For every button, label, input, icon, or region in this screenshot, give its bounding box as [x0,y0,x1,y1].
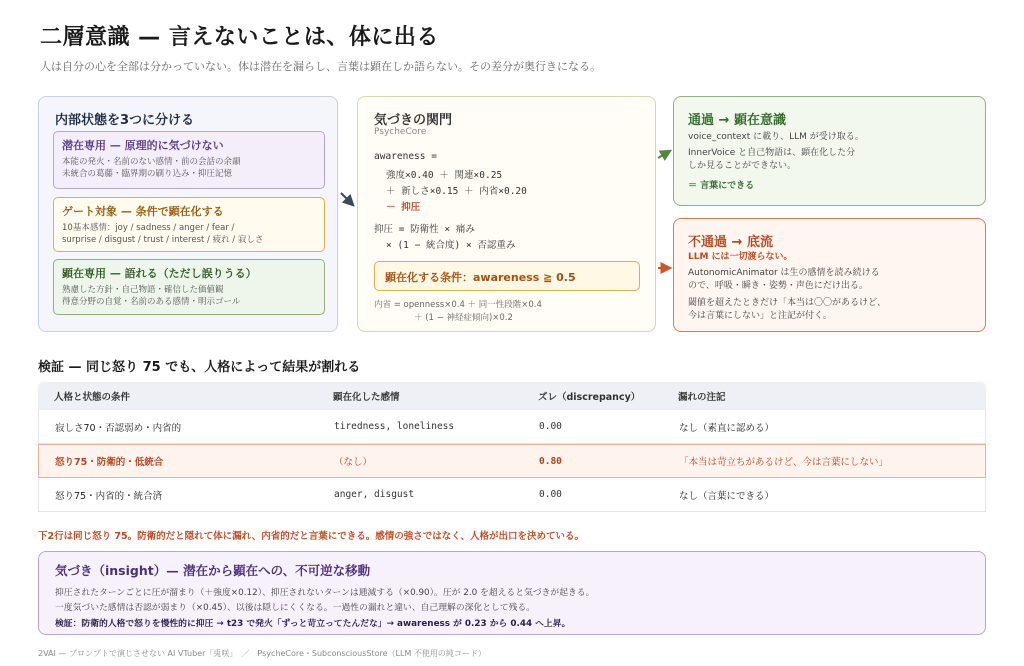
row-discrepancy: 0.00 [539,421,562,432]
fail-line: LLM には一切渡らない。 [688,252,793,262]
introspection-line: ＋ (1 − 神経症傾向)×0.2 [414,312,513,323]
column-header: 顕在化した感情 [333,392,400,403]
pass-line: しか見ることができない。 [688,161,797,171]
gated-line: 10基本感情：joy / sadness / anger / fear / [62,223,235,233]
explicit-only-line: 熟慮した方針・自己物語・確信した価値観 [62,285,224,295]
pass-summary: ＝ 言葉にできる [688,181,755,191]
column-header: 人格と状態の条件 [54,392,131,403]
formula-line: 強度×0.40 ＋ 関連×0.25 [386,170,503,181]
table-row [38,444,986,478]
row-emotion: tiredness, loneliness [334,421,455,432]
row-condition: 怒り75・内省的・統合済 [55,490,163,502]
row-discrepancy: 0.80 [539,455,562,467]
row-leak-note: なし（素直に認める） [679,422,775,434]
formula-line: 抑圧 = 防衛性 × 痛み [374,224,475,235]
awareness-gate-title: 気づきの関門 [374,113,453,128]
row-condition: 怒り75・防衛的・低統合 [55,457,164,468]
insight-line: 一度気づいた感情は否認が弱まり（×0.45）、以後は隠しにくくなる。一過性の漏れと違い、自己理解の深化として残る。 [55,603,535,613]
fail-line: ので、呼吸・瞬き・姿勢・声色にだけ出る。 [688,281,868,291]
formula-line: － 抑圧 [386,202,421,213]
row-emotion: anger, disgust [334,489,415,500]
arrow-gated-to-gate [341,193,353,205]
latent-only-line: 本能の発火・名前のない感情・前の会話の余韻 [62,157,241,167]
page-subtitle: 人は自分の心を全部は分かっていない。体は潜在を漏らし、言葉は顕在しか語らない。その差分が奥行きになる。 [40,60,601,73]
explicit-only-title: 顕在専用 — 語れる（ただし誤りうる） [62,267,257,280]
row-condition: 寂しさ70・否認弱め・内省的 [55,422,182,434]
column-header: 漏れの注記 [678,392,726,403]
row-leak-note: なし（言葉にできる） [679,490,775,502]
gated-line: surprise / disgust / trust / interest / 疲れ / 寂しさ [62,235,264,246]
footer: 2VAI — プロンプトで演じさせない AI VTuber「兎咲」 ／ PsycheCore・SubconsciousStore（LLM 不使用の純コード） [38,649,486,658]
arrow-gate-to-pass [658,151,670,158]
table-row [38,410,986,444]
fail-title: 不通過 → 底流 [688,235,773,250]
formula-line: ＋ 新しさ×0.15 ＋ 内省×0.20 [386,186,527,197]
internal-states-title: 内部状態を3つに分ける [55,113,195,128]
insight-verification: 検証：防衛的人格で怒りを慢性的に抑圧 → t23 で発火「ずっと苛立ってたんだな」→ awareness が 0.23 から 0.44 へ上昇。 [55,619,571,629]
fail-line: 閾値を超えたときだけ「本当は〇〇があるけど、 [688,298,887,308]
table-row [38,478,986,512]
pass-line: voice_context に載り、LLM が受け取る。 [688,132,864,142]
pass-title: 通過 → 顕在意識 [688,113,786,128]
introspection-line: 内省 = openness×0.4 ＋ 同一性段階×0.4 [374,300,542,310]
row-discrepancy: 0.00 [539,489,562,500]
page-title: 二層意識 — 言えないことは、体に出る [40,25,439,50]
verification-note: 下2行は同じ怒り 75。防衛的だと隠れて体に漏れ、内省的だと言葉にできる。感情の強さではなく、人格が出口を決めている。 [38,531,585,542]
latent-only-title: 潜在専用 — 原理的に気づけない [62,139,224,152]
insight-panel [38,551,986,635]
verification-title: 検証 — 同じ怒り 75 でも、人格によって結果が割れる [38,360,361,375]
verification-table [38,382,986,512]
insight-title: 気づき（insight）— 潜在から顕在への、不可逆な移動 [55,563,371,578]
gated-title: ゲート対象 — 条件で顕在化する [62,205,224,218]
awareness-gate-subtitle: PsycheCore [374,127,427,137]
pass-line: InnerVoice と自己物語は、顕在化した分 [688,148,856,158]
latent-only-line: 未統合の葛藤・臨界期の刷り込み・抑圧記憶 [62,169,233,180]
table-header [38,382,986,410]
insight-line: 抑圧されたターンごとに圧が溜まり（＋強度×0.12）、抑圧されないターンは逓減する（×0.90）。圧が 2.0 を超えると気づきが起きる。 [55,588,595,598]
formula-line: × (1 − 統合度) × 否認重み [386,240,516,251]
fail-line: 今は言葉にしない」と注記が付く。 [688,311,832,321]
awareness-condition: 顕在化する条件：awareness ≧ 0.5 [374,261,640,291]
formula-line: awareness = [374,151,437,162]
row-leak-note: 「本当は苛立ちがあるけど、今は言葉にしない」 [679,457,889,468]
column-header: ズレ（discrepancy） [538,392,641,403]
explicit-only-line: 得意分野の自覚・名前のある感情・明示ゴール [62,297,241,308]
fail-line: AutonomicAnimator は生の感情を読み続ける [688,268,880,278]
row-emotion: （なし） [334,457,373,468]
